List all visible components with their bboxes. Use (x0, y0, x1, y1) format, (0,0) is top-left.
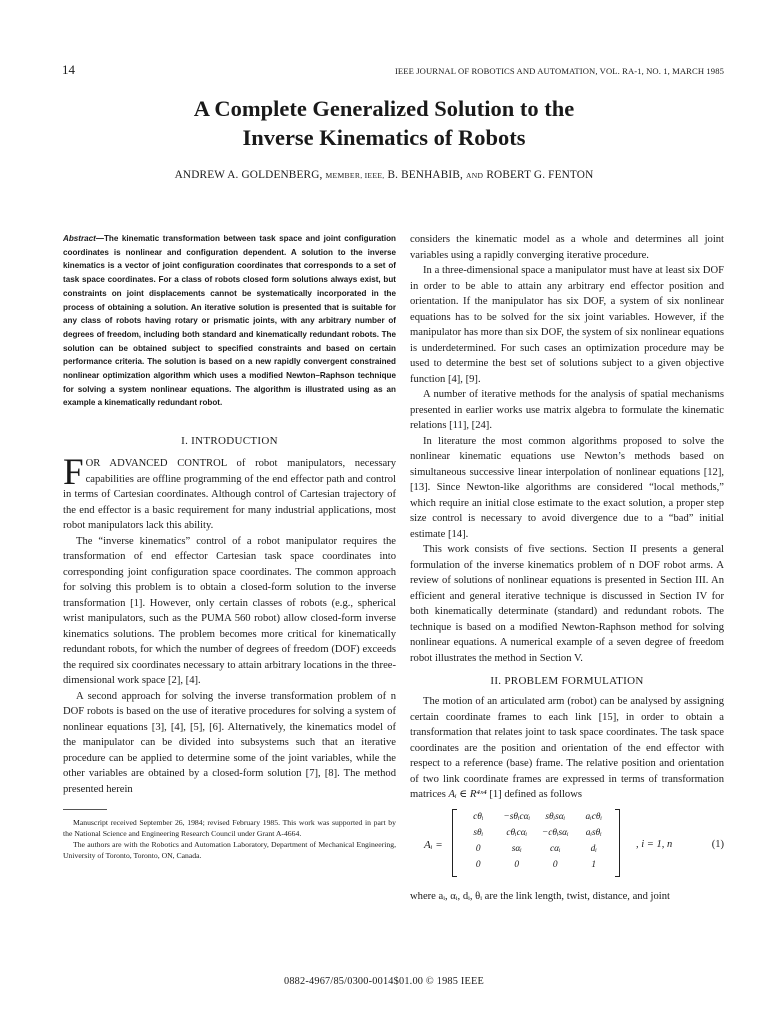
matrix-cell: 0 (475, 843, 481, 854)
matrix-cell: 0 (514, 859, 520, 870)
left-column (63, 232, 396, 861)
abstract-text: The kinematic transformation between task space and joint configuration coordinates is nonlinear and configuration dependent. A solution to the inverse kinematics is a vector of joint configuration coordinates that corresponds to a set of task space coordinates. For a class of robots closed form solutions always exist, but constraints on joint displacements cannot be systematically incorporated in the process of obtaining a solution. An iterative solution is presented that is suitable for any class of robots having rotary or prismatic joints, with any arbitrary number of degrees of freedom, including both standard and kinematically redundant robots. The solution can be obtained subject to specified constraints and based on certain performance criteria. The solution is based on a new rapidly convergent constrained nonlinear optimization algorithm which uses a modified Newton–Raphson technique for solving a system nonlinear equations. The algorithm is illustrated using as an example a kinematically redundant robot. (63, 234, 396, 408)
matrix-cell: sθᵢ (473, 827, 484, 838)
matrix-row (453, 809, 619, 825)
abstract-lead: Abstract— (63, 234, 104, 243)
right-paragraph-3: A number of iterative methods for the analysis of spatial mechanisms presented in earlier works use matrix algebra to formulate the kinematic relations [11], [24]. (410, 389, 724, 431)
matrix-cell: −cθᵢsαᵢ (541, 827, 569, 838)
footnote-affiliation: The authors are with the Robotics and Automation Laboratory, Department of Mechanical Engineering, University of Toronto, Toronto, ON, Canada. (63, 840, 396, 861)
page-number: 14 (62, 62, 75, 77)
intro-paragraph-3: A second approach for solving the inverse transformation problem of n DOF robots is based on the use of iterative procedures for solving a system of nonlinear equations [3], [4], [5], [6]. Alternatively, the kinematics model of the manipulator can be divided into subsystems such that an iterative procedure can be applied to determine some of the joint variables, while the other variables are obtained by a closed-form solution [7], [8]. The method presented herein (63, 690, 396, 795)
author-conjunction: AND (465, 171, 484, 180)
section-heading-introduction: I. INTRODUCTION (181, 435, 278, 448)
matrix-cell: dᵢ (590, 843, 597, 854)
author-2: B. BENHABIB, (387, 169, 463, 181)
matrix-cell: aᵢsθᵢ (585, 827, 602, 838)
intro-paragraph-1 (63, 452, 396, 534)
equation-number: (1) (711, 838, 724, 850)
right-paragraph-6-text: The motion of an articulated arm (robot) can be analysed by assigning certain coordinate frames to each link [15], in order to obtain a transformation that relates joint to task space coordinates. The task space coordinates are the position and orientation of the end effector with respect to a reference (base) frame. The relative position and orientation of two link coordinate frames are expressed in terms of transformation matrices (410, 696, 724, 800)
transformation-matrix (452, 809, 620, 877)
right-column (410, 232, 724, 904)
equation-range: , i = 1, n (636, 838, 673, 850)
title-line-1: A Complete Generalized Solution to the (193, 96, 575, 121)
matrix-cell: cαᵢ (549, 843, 561, 854)
footnote-manuscript: Manuscript received September 26, 1984; revised February 1985. This work was supported in part by the National Science and Engineering Research Council under Grant A-4664. (63, 818, 396, 839)
matrix-row (453, 825, 619, 841)
drop-cap: F (63, 452, 84, 494)
right-paragraph-2: In a three-dimensional space a manipulator must have at least six DOF in order to be able to attain any arbitrary end effector position and orientation. If the manipulator has six DOF, a system of six nonlinear equations has to be solved for the six joint variables. However, if the manipulator has more than six DOF, the system of six nonlinear equations is underdetermined. For such cases an optimization procedure may be used to determine the best set of solutions subject to a given objective function [4], [9]. (410, 265, 724, 385)
right-paragraph-6-end: [1] defined as follows (489, 789, 582, 800)
matrix-cell: −sθᵢcαᵢ (503, 811, 531, 822)
matrix-row (453, 857, 619, 873)
author-3: ROBERT G. FENTON (486, 169, 594, 181)
matrix-cell: 1 (591, 859, 597, 870)
right-paragraph-1: considers the kinematic model as a whole and determines all joint variables using a rapidly converging iterative procedure. (410, 234, 724, 261)
title-line-2: Inverse Kinematics of Robots (242, 125, 526, 150)
abstract (63, 232, 396, 410)
right-paragraph-4: In literature the most common algorithms proposed to solve the nonlinear kinematic equations use Newton’s methods based on simultaneous successive linear interpolation of nonlinear equations [12], [13]. Since Newton-like algorithms are considered “local methods,” which require an initial close estimate to the exact solution, a proper step size control is necessary to avoid divergence due to a “bad” initial estimate [14]. (410, 435, 724, 540)
matrix-cell: cθᵢcαᵢ (506, 827, 528, 838)
intro-paragraph-1-text: OR ADVANCED CONTROL of robot manipulators, necessary capabilities are offline programming of the end effector path and control in terms of Cartesian coordinates. Although control of Cartesian trajectory of the end effector is a basic requirement for many industrial applications, most robot manipulators lack this ability. (63, 458, 396, 532)
author-membership: MEMBER, IEEE, (325, 171, 385, 180)
intro-paragraph-2: The “inverse kinematics” control of a robot manipulator requires the transformation of end effector Cartesian task space coordinates into corresponding joint configuration space coordinates. The common approach for solving this problem is to obtain a closed-form solution to the inverse transformation [1]. However, only certain classes of robots (e.g., spherical wrist manipulators, such as the PUMA 560 robot) allow closed-form inverse kinematics solutions. The problem becomes more critical for kinematically redundant robots, for which the number of degrees of freedom (DOF) exceeds the required six coordinates necessary to attain arbitrary locations in the three-dimensional work space [2], [4]. (63, 535, 396, 687)
matrix-cell: 0 (552, 859, 558, 870)
matrix-symbol: Aᵢ ∈ R⁴ˣ⁴ (448, 789, 487, 800)
author-1: ANDREW A. GOLDENBERG, (174, 169, 323, 181)
right-paragraph-6 (410, 694, 724, 803)
running-head: IEEE JOURNAL OF ROBOTICS AND AUTOMATION, VOL. RA-1, NO. 1, MARCH 1985 (394, 66, 724, 76)
matrix-row (453, 841, 619, 857)
footer-copyright: 0882-4967/85/0300-0014$01.00 © 1985 IEEE (283, 976, 484, 987)
matrix-cell: cθᵢ (473, 811, 484, 822)
section-heading-problem-formulation: II. PROBLEM FORMULATION (490, 675, 644, 687)
author-list (40, 169, 728, 181)
matrix-cell: sθᵢsαᵢ (545, 811, 566, 822)
matrix-cell: 0 (475, 859, 481, 870)
paper-title (40, 94, 728, 152)
matrix-cell: sαᵢ (511, 843, 522, 854)
right-paragraph-7: where aᵢ, αᵢ, dᵢ, θᵢ are the link length, twist, distance, and joint (410, 890, 670, 902)
equation-lhs: Aᵢ = (424, 838, 443, 851)
right-paragraph-5: This work consists of five sections. Section II presents a general formulation of the inverse kinematics problem of n DOF robot arms. A review of solutions of nonlinear equations is presented in Section III. An efficient and general iterative technique is discussed in Section IV for both kinematically determinate (standard) and redundant robots. The technique is based on a modified Newton-Raphson method for solving nonlinear equations. A numerical example of a seven degree of freedom robot illustrates the method in Section V. (410, 544, 724, 664)
matrix-cell: aᵢcθᵢ (585, 811, 602, 822)
equation-1 (410, 807, 724, 885)
